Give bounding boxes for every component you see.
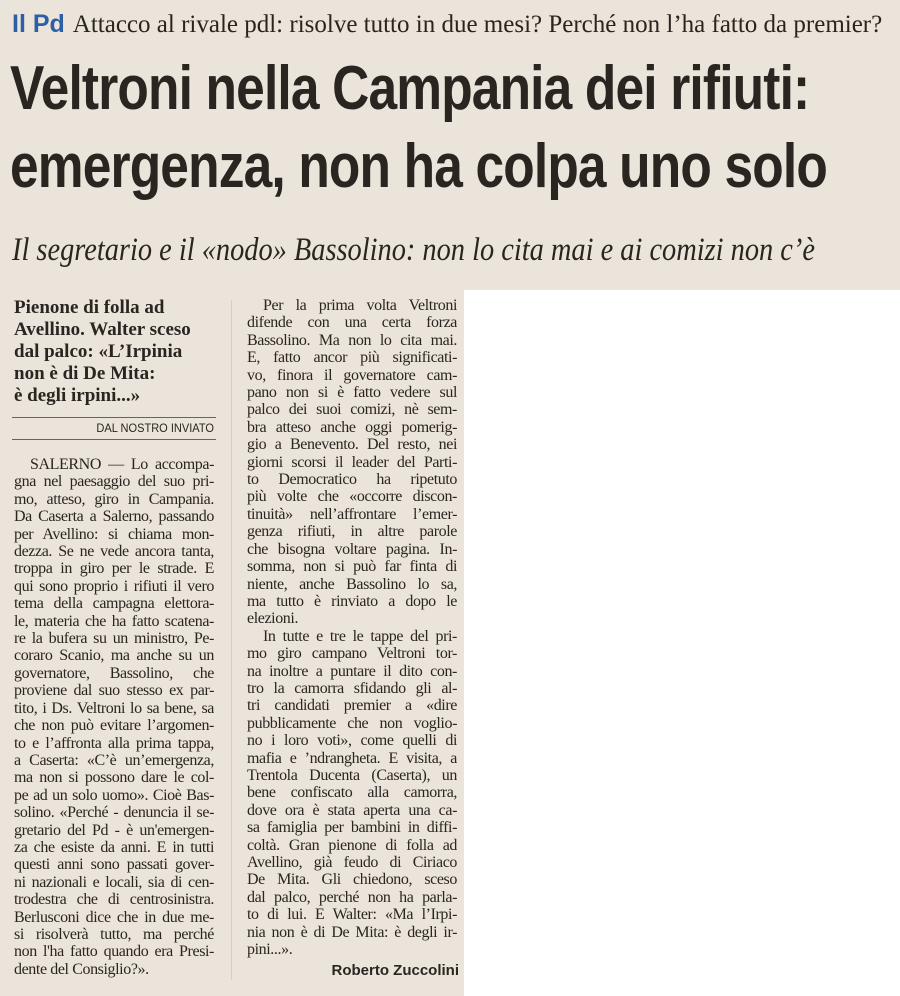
article-line: vo, finora il governatore cam- (247, 366, 457, 384)
article-line: tinuità» nell’affrontare l’emer- (247, 505, 457, 523)
article-line: to e l’affronta alla prima tappa, (14, 734, 214, 752)
kicker (12, 10, 882, 39)
article-line: niente, anche Bassolino lo sa, (247, 575, 457, 593)
article-line: na inoltre a puntare il dito con- (247, 662, 457, 680)
article-line: ma non si possono dare le col- (14, 769, 214, 787)
article-line: difende con una certa forza (247, 314, 457, 332)
article-line: Per la prima volta Veltroni (263, 297, 457, 314)
article-line: SALERNO — Lo accompa- (30, 456, 214, 473)
article-line: za che esiste da anni. E in tutti (14, 838, 214, 856)
article-line: si risolverà tutto, ma perché (14, 925, 214, 943)
divider (12, 417, 216, 418)
byline: Roberto Zuccolini (331, 962, 459, 979)
article-line: a Caserta: «C’è un’emergenza, (14, 751, 214, 769)
summary (14, 297, 214, 407)
article-line: bene confiscato alla camorra, (247, 784, 457, 802)
article-line: elezioni. (247, 610, 299, 628)
article-line: mo, atteso, giro in Campania. (14, 490, 214, 508)
article-line: dezza. Se ne vede ancora tanta, (14, 543, 214, 561)
article-line: che non può evitare l’argomen- (14, 717, 214, 735)
article-line: to di lui. E Walter: «Ma l’Irpi- (247, 906, 457, 924)
article-line: re la bufera su un ministro, Pe- (14, 630, 214, 648)
article-line: giorni scorsi il leader del Parti- (247, 453, 457, 471)
headline-line: Veltroni nella Campania dei rifiuti: (10, 54, 810, 123)
article-line: non l'ha fatto quando era Presi- (14, 943, 214, 961)
article-line: nia non è di De Mita: è degli ir- (247, 923, 457, 941)
section-tag: Il Pd (12, 10, 65, 38)
article-line: no i loro voti», come quelli di (247, 732, 457, 750)
article-line: ni nazionali e locali, sia di cen- (14, 873, 214, 891)
article-line: In tutte e tre le tappe del pri- (263, 627, 457, 645)
article-line: troppa in giro per le strade. E (14, 560, 214, 578)
article-line: trodestra che di centrosinistra. (14, 891, 214, 909)
article-line: dove ora è stata aperta una ca- (247, 801, 457, 819)
article-line: pini...». (247, 941, 293, 959)
summary-line: Avellino. Walter sceso (14, 319, 191, 340)
article-line: proviene dal suo stesso ex par- (14, 682, 214, 700)
article-column-2 (247, 297, 457, 958)
article-line: gna nel paesaggio del suo pri- (14, 473, 214, 491)
summary-line: è degli irpini...» (14, 385, 141, 406)
article-line: bra atteso anche oggi pomerig- (247, 418, 457, 436)
article-line: sa famiglia per bambini in diffi- (247, 819, 457, 837)
article-line: pe ad un solo uomo». Cioè Bas- (14, 786, 214, 804)
summary-line: non è di De Mita: (14, 363, 156, 384)
article-line: Trentola Ducenta (Caserta), un (247, 766, 457, 784)
article-line: somma, non si può far finta di (247, 558, 457, 576)
column-separator (231, 300, 232, 980)
article-line: le, materia che ha fatto scatena- (14, 612, 214, 630)
divider (12, 439, 216, 440)
article-line: governatore, Bassolino, che (14, 664, 214, 682)
article-line: pano non si è fatto vedere sul (247, 384, 457, 402)
article-line: mafia e ’ndrangheta. E visita, a (247, 749, 457, 767)
article-line: Berlusconi dice che in due me- (14, 908, 214, 926)
article-line: coltà. Gran pienone di folla ad (247, 836, 457, 854)
summary-line: Pienone di folla ad (14, 297, 165, 318)
article-line: qui sono proprio i rifiuti il vero (14, 577, 214, 595)
article-line: ma tutto è rinviato a dopo le (247, 592, 457, 610)
article-line: dal palco, perché non ha parla- (247, 888, 457, 906)
article-line: Avellino, già feudo di Ciriaco (247, 854, 457, 871)
article-line: palco dei suoi comizi, nè sem- (247, 401, 457, 419)
article-line: De Mita. Gli chiedono, sceso (247, 871, 457, 889)
article-line: dente del Consiglio?». (14, 960, 149, 978)
article-line: tri candidati premier a «dire (247, 697, 457, 715)
article-line: coraro Scanio, ma anche su un (14, 647, 214, 665)
subheadline: Il segretario e il «nodo» Bassolino: non lo cita mai e ai comizi non c’è (12, 232, 815, 268)
article-line: questi anni sono passati gover- (14, 856, 214, 874)
article-line: pubblicamente che non voglio- (247, 714, 457, 732)
article-line: genza rifiuti, in altre parole (247, 523, 457, 541)
article-line: tema della campagna elettora- (14, 595, 214, 613)
article-line: gretario del Pd - è un'emergen- (14, 821, 214, 839)
article-line: per Avellino: si chiama mon- (14, 525, 214, 543)
summary-line: dal palco: «L’Irpinia (14, 341, 183, 362)
article-line: che bisogna voltare pagina. In- (247, 540, 457, 558)
article-line: E, fatto ancor più significati- (247, 349, 457, 367)
article-line: gio a Benevento. Del resto, nei (247, 436, 457, 454)
dateline-label: DAL NOSTRO INVIATO (96, 421, 214, 435)
article-line: Bassolino. Ma non lo cita mai. (247, 331, 457, 349)
article-line: Da Caserta a Salerno, passando (14, 508, 214, 526)
article-line: solino. «Perché - denuncia il se- (14, 804, 214, 822)
article-line: tro la camorra sfidando gli al- (247, 679, 457, 697)
article-line: mo giro campano Veltroni tor- (247, 645, 457, 663)
article-line: to Democratico ha ripetuto (247, 471, 457, 489)
kicker-text: Attacco al rivale pdl: risolve tutto in due mesi? Perché non l’ha fatto da premier? (72, 11, 883, 38)
article-column-1 (14, 456, 214, 978)
headline (10, 50, 890, 206)
headline-line: emergenza, non ha colpa uno solo (10, 132, 827, 201)
article-line: tito, i Ds. Veltroni lo sa bene, sa (14, 699, 214, 717)
article-line: più volte che «occorre discon- (247, 488, 457, 506)
